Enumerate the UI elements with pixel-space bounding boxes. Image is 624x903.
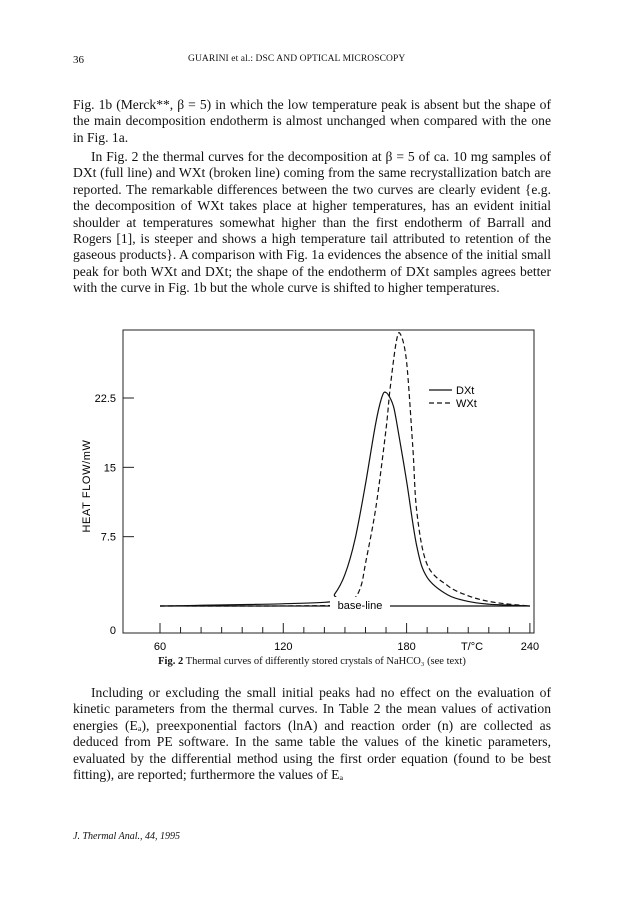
page-number: 36 bbox=[73, 54, 84, 66]
caption-label: Fig. 2 bbox=[158, 656, 184, 667]
caption-text: Thermal curves of differently stored crystals of NaHCO₃ (see text) bbox=[185, 656, 466, 667]
y-tick-label: 7.5 bbox=[100, 531, 116, 544]
legend bbox=[429, 385, 477, 410]
legend-label-wxt: WXt bbox=[456, 398, 477, 410]
x-tick-label: 240 bbox=[520, 641, 540, 653]
x-tick-label: 180 bbox=[397, 641, 416, 653]
y-tick-label: 0 bbox=[109, 625, 116, 637]
paragraph-2: In Fig. 2 the thermal curves for the decomposition at β = 5 of ca. 10 mg samples of DXt (full line) and WXt (broken line) coming from the same recrystallization batch are reported. The remarkable differences between the two curves are clearly evident {e.g. the decomposition of WXt takes place at higher temperatures, has an evident initial shoulder at temperatures somewhat higher than the first endotherm of Barrall and Rogers [1], is steeper and shows a high temperature tail attributed to retention of the gaseous products}. A comparison with Fig. 1a evidences the absence of the initial small peak for both WXt and DXt; the shape of the endotherm of DXt samples agrees better with the curve in Fig. 1b but the whole curve is shifted to higher temperatures. bbox=[73, 149, 551, 296]
y-axis-label: HEAT FLOW/mW bbox=[81, 439, 93, 533]
running-head: GUARINI et al.: DSC AND OPTICAL MICROSCOPY bbox=[188, 54, 406, 64]
series-dxt bbox=[160, 392, 530, 606]
plot-frame bbox=[123, 330, 534, 633]
journal-footer: J. Thermal Anal., 44, 1995 bbox=[73, 831, 181, 842]
y-tick-label: 22.5 bbox=[94, 393, 116, 405]
paragraph-3: Including or excluding the small initial peaks had no effect on the evaluation of kinetic parameters from the thermal curves. In Table 2 the mean values of activation energies (Eₐ), preexponential factors (lnA) and reaction order (n) are collected as deduced from PE software. In the same table the values of the kinetic parameters, evaluated by the differential method using the first order equation (found to be best fitting), are reported; furthermore the values of Eₐ bbox=[73, 685, 551, 783]
x-axis-label: T/°C bbox=[460, 641, 484, 653]
x-tick-label: 120 bbox=[274, 641, 293, 653]
baseline-label: base-line bbox=[337, 600, 383, 612]
y-axis bbox=[95, 393, 134, 637]
legend-label-dxt: DXt bbox=[456, 385, 475, 397]
figure-caption bbox=[0, 656, 624, 667]
series-wxt bbox=[160, 333, 530, 606]
x-tick-label: 60 bbox=[153, 641, 167, 653]
series-group bbox=[160, 333, 530, 606]
y-tick-label: 15 bbox=[103, 462, 116, 475]
paragraph-1: Fig. 1b (Merck**, β = 5) in which the low temperature peak is absent but the shape of the main decomposition endotherm is almost unchanged when compared with the one in Fig. 1a. bbox=[73, 97, 551, 145]
